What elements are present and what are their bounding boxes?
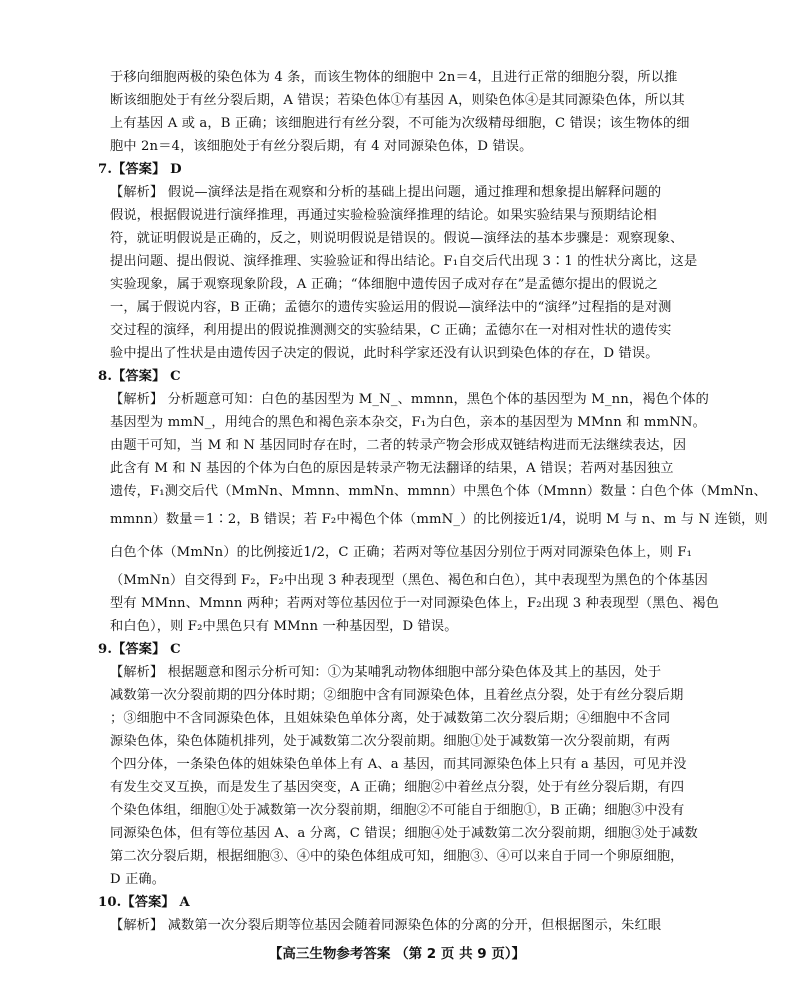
- answer-heading-8: 8.【答案】 C: [98, 369, 181, 384]
- text-line: 白色个体（MmNn）的比例接近1/2，C 正确；若两对等位基因分别位于两对同源染色体上，则 F₁: [110, 545, 693, 560]
- answer-heading-7: 7.【答案】 D: [98, 162, 182, 177]
- text-line: 个染色体组，细胞①处于减数第一次分裂前期，细胞②不可能自于细胞①，B 正确；细胞③中没有: [110, 803, 685, 818]
- text-line: 【解析】 假说—演绎法是指在观察和分析的基础上提出问题，通过推理和想象提出解释问题的: [110, 185, 662, 200]
- text-line: 提出问题、提出假说、演绎推理、实验验证和得出结论。F₁自交后代出现 3∶1 的性状分离比，这是: [110, 254, 698, 269]
- text-line: 胞中 2n＝4，该细胞处于有丝分裂后期，有 4 对同源染色体，D 错误。: [110, 139, 533, 154]
- text-line: 【解析】 分析题意可知：白色的基因型为 M_N_、mmnn，黑色个体的基因型为 M_nn，褐色个体的: [110, 392, 709, 407]
- text-line: 型有 MMnn、Mmnn 两种；若两对等位基因位于一对同源染色体上，F₂出现 3 种表现型（黑色、褐色: [110, 596, 719, 611]
- answer-text-body: [98, 66, 768, 937]
- text-line: 由题干可知，当 M 和 N 基因同时存在时，二者的转录产物会形成双链结构进而无法继续表达，因: [110, 438, 687, 453]
- text-line: 符，就证明假说是正确的，反之，则说明假说是错误的。假说—演绎法的基本步骤是：观察现象、: [110, 231, 684, 246]
- text-line: 【解析】 减数第一次分裂后期等位基因会随着同源染色体的分离的分开，但根据图示，朱红眼: [110, 918, 662, 933]
- answer-heading-9: 9.【答案】 C: [98, 642, 181, 657]
- text-line: 断该细胞处于有丝分裂后期，A 错误；若染色体①有基因 A，则染色体④是其同源染色体，所以其: [110, 93, 685, 108]
- text-line: D 正确。: [110, 872, 166, 887]
- text-line: ；③细胞中不含同源染色体，且姐妹染色单体分离，处于减数第二次分裂后期；④细胞中不含同: [110, 711, 671, 726]
- page-footer: 【高三生物参考答案 （第 2 页 共 9 页）】: [268, 946, 526, 962]
- text-line: 个四分体，一条染色体的姐妹染色单体上有 A、a 基因，而其同源染色体上只有 a 基因，可见并没: [110, 757, 687, 772]
- text-line: 第二次分裂后期，根据细胞③、④中的染色体组成可知，细胞③、④可以来自于同一个卵原细胞，: [110, 849, 684, 864]
- text-line: 于移向细胞两极的染色体为 4 条，而该生物体的细胞中 2n＝4，且进行正常的细胞分裂，所以推: [110, 70, 678, 85]
- text-line: mmnn）数量＝1∶2，B 错误；若 F₂中褐色个体（mmN_）的比例接近1/4，说明 M 与 n、m 与 N 连锁，则: [110, 512, 768, 527]
- text-line: 遗传，F₁测交后代（MmNn、Mmnn、mmNn、mmnn）中黑色个体（Mmnn）数量∶白色个体（MmNn、: [110, 484, 767, 499]
- text-line: 此含有 M 和 N 基因的个体为白色的原因是转录产物无法翻译的结果，A 错误；若两对基因独立: [110, 461, 674, 476]
- text-line: 减数第一次分裂前期的四分体时期；②细胞中含有同源染色体，且着丝点分裂，处于有丝分裂后期: [110, 688, 684, 703]
- text-line: 和白色），则 F₂中黑色只有 MMnn 一种基因型，D 错误。: [110, 619, 458, 634]
- text-line: 基因型为 mmN_，用纯合的黑色和褐色亲本杂交，F₁为白色，亲本的基因型为 MMnn 和 mmNN。: [110, 415, 706, 430]
- text-line: 同源染色体，但有等位基因 A、a 分离，C 错误；细胞④处于减数第二次分裂前期，细胞③处于减数: [110, 826, 698, 841]
- text-line: 源染色体，染色体随机排列，处于减数第二次分裂前期。细胞①处于减数第一次分裂前期，有两: [110, 734, 671, 749]
- text-line: 假说，根据假说进行演绎推理，再通过实验检验演绎推理的结论。如果实验结果与预期结论相: [110, 208, 657, 223]
- answer-heading-10: 10.【答案】 A: [98, 895, 190, 910]
- text-line: 验中提出了性状是由遗传因子决定的假说，此时科学家还没有认识到染色体的存在，D 错误。: [110, 346, 659, 361]
- text-line: 一，属于假说内容，B 正确；孟德尔的遗传实验运用的假说—演绎法中的“演绎”过程指的是对测: [110, 300, 672, 315]
- text-line: 有发生交叉互换，而是发生了基因突变，A 正确；细胞②中着丝点分裂，处于有丝分裂后期，有四: [110, 780, 685, 795]
- text-line: 交过程的演绎，利用提出的假说推测测交的实验结果，C 正确；孟德尔在一对相对性状的遗传实: [110, 323, 672, 338]
- text-line: 上有基因 A 或 a，B 正确；该细胞进行有丝分裂，不可能为次级精母细胞，C 错误；该生物体的细: [110, 116, 690, 131]
- text-line: 【解析】 根据题意和图示分析可知：①为某哺乳动物体细胞中部分染色体及其上的基因，处于: [110, 665, 662, 680]
- text-line: （MmNn）自交得到 F₂，F₂中出现 3 种表现型（黑色、褐色和白色），其中表现型为黑色的个体基因: [110, 573, 708, 588]
- text-line: 实验现象，属于观察现象阶段，A 正确；“体细胞中遗传因子成对存在”是孟德尔提出的假说之: [110, 277, 658, 292]
